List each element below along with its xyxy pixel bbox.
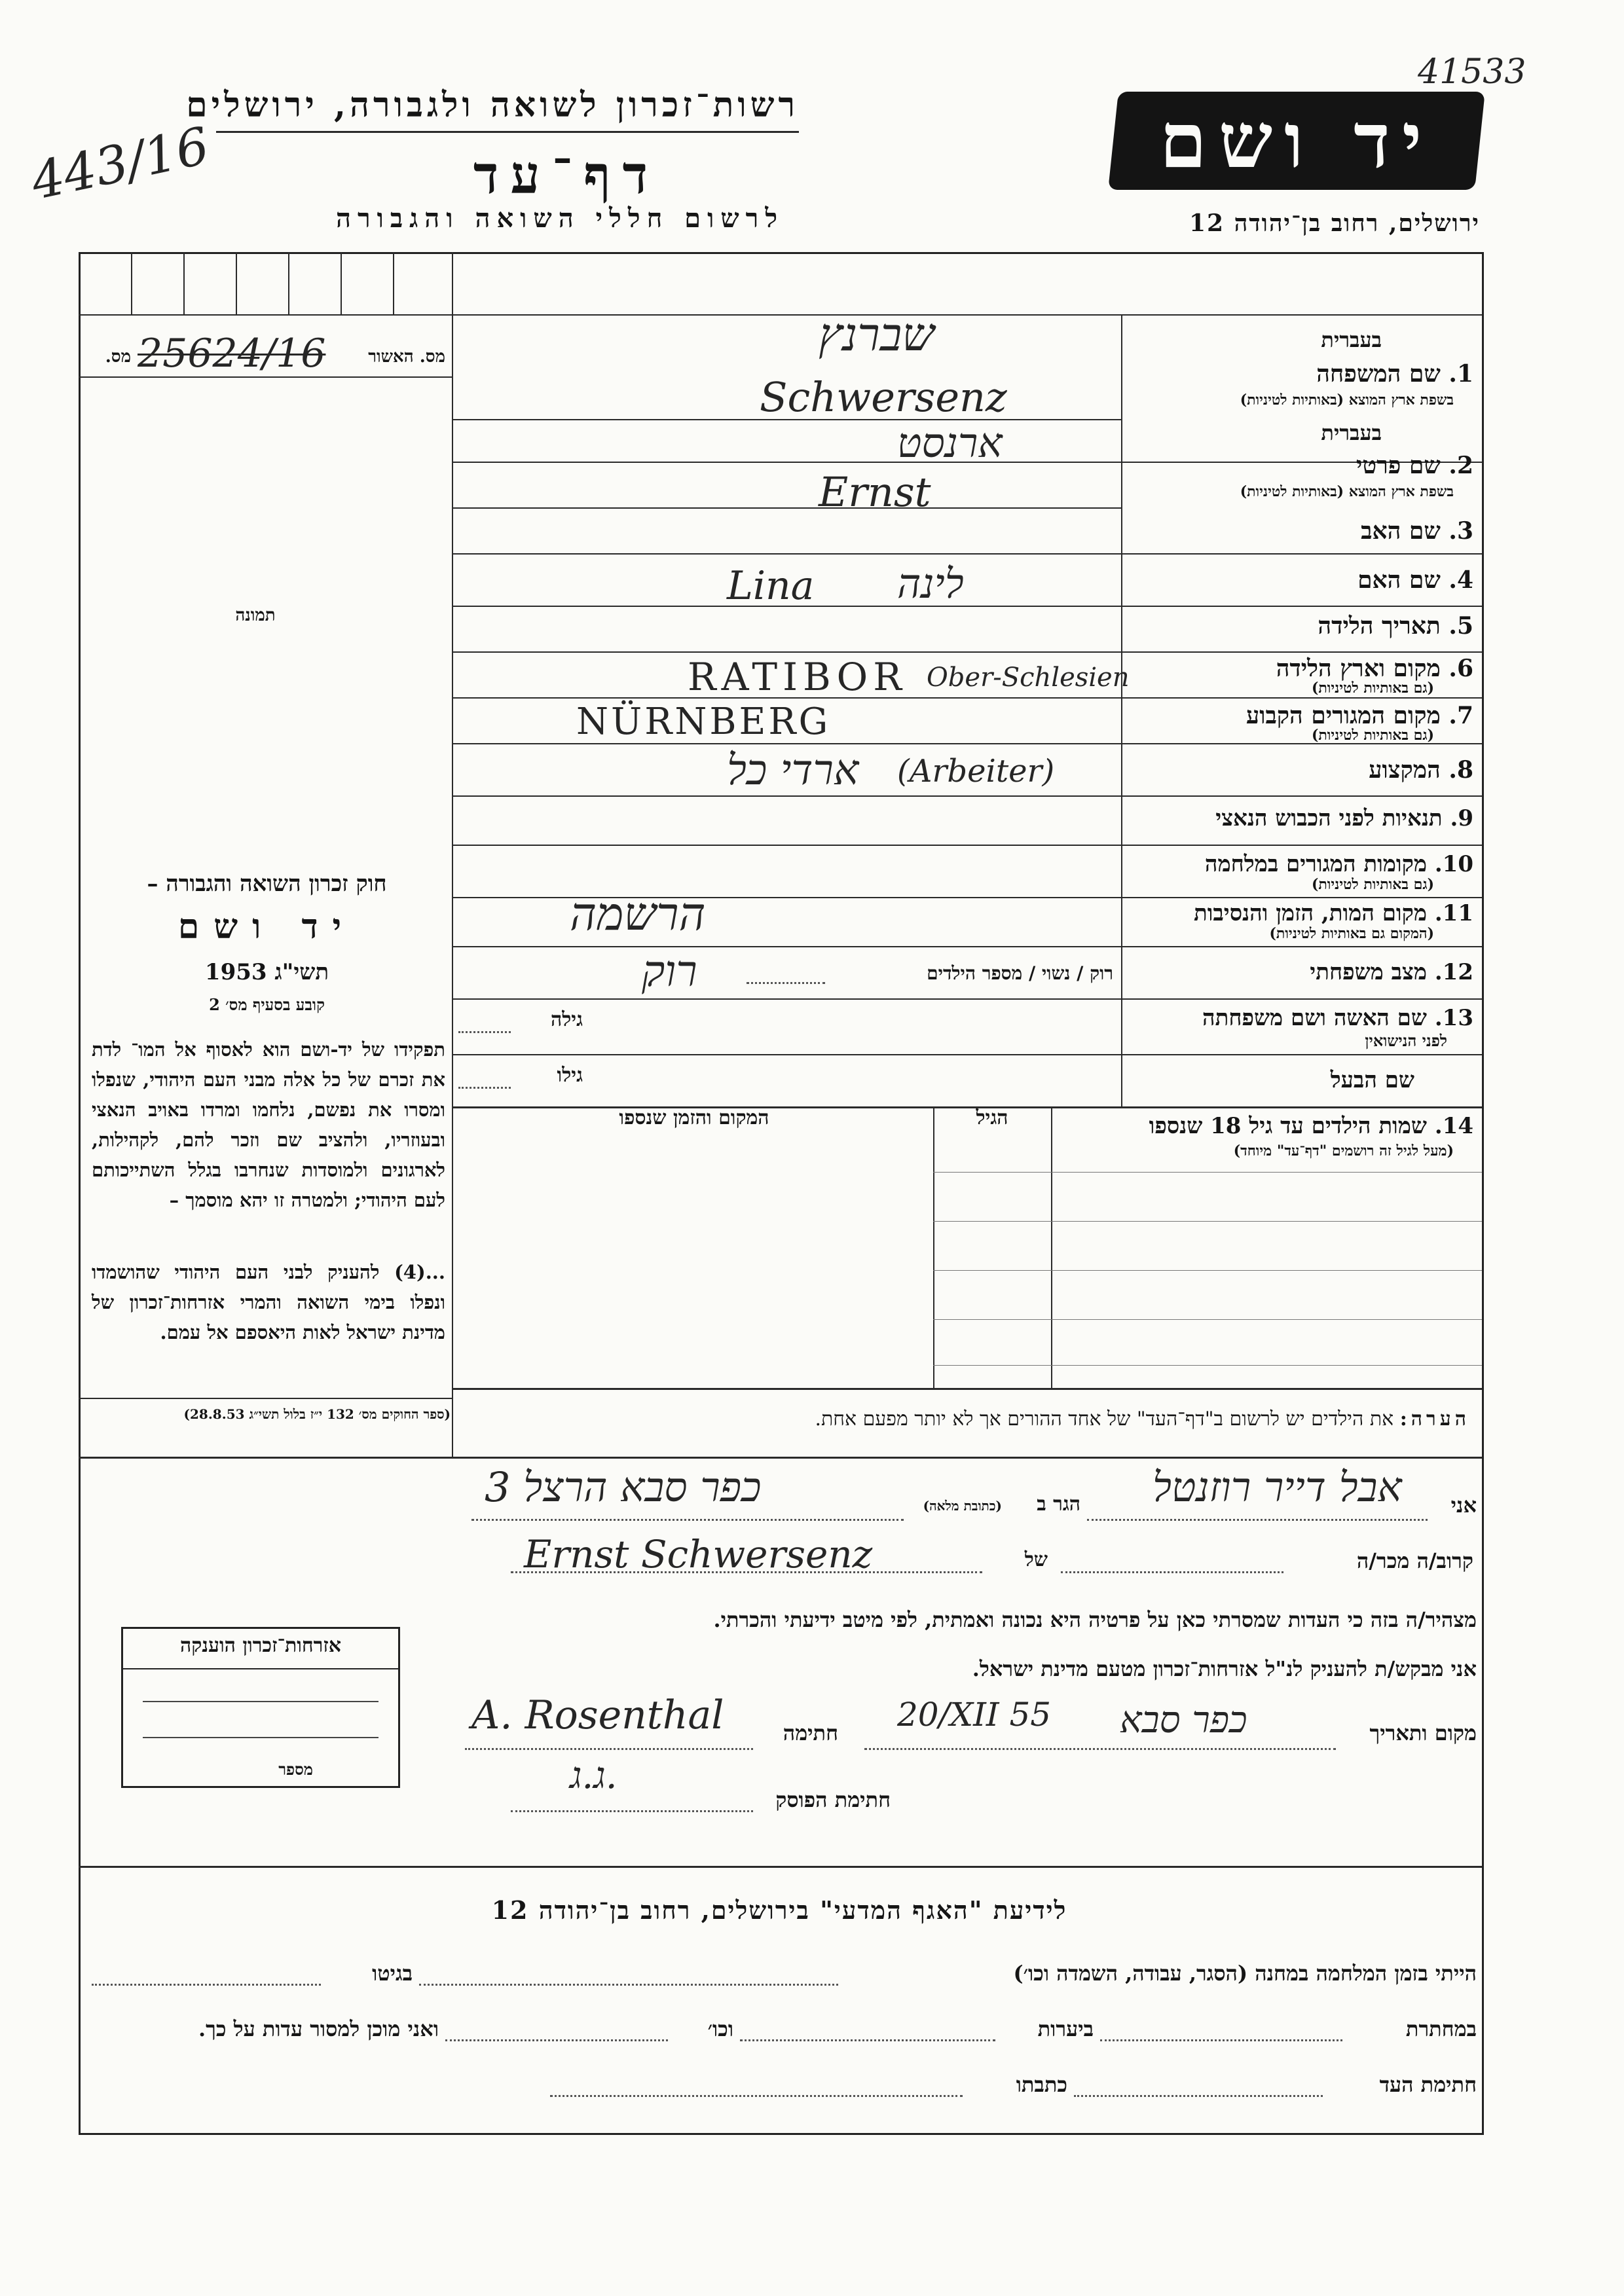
field-6-label — [1133, 655, 1473, 682]
place-value[interactable]: כפר סבא — [1120, 1699, 1247, 1741]
field-2-num: 2. — [1449, 452, 1473, 479]
field-1-text: שם המשפחה — [1316, 360, 1441, 388]
declarant-name-dots — [1087, 1519, 1428, 1521]
approval-number: 25624/16 — [138, 331, 326, 376]
field-11-sub: (המקום גם באותיות לטיניות) — [1269, 925, 1434, 942]
law-text-1: תפקידו של יד-ושם הוא לאסוף אל המו־ לדת את זכרם של כל אלה מבני העם היהודי, שנפלו ומסרו את נפשם, נלחמו ומרדו באויב הנאצי ובעוזריו, ולהציב שם וזכר להם, לקהילות, לארגונים ולמוסדות שנחרבו בגלל השתייכותם לעם היהודי; ולמטרה זו יהא מוסמך – — [92, 1038, 445, 1211]
children-col-place: המקום והזמן שנספו — [619, 1106, 769, 1129]
place-date-label: מקום ותאריך — [1369, 1721, 1477, 1745]
top-strip-box — [131, 252, 132, 314]
law-title: חוק זכרון השואה והגבורה – — [147, 871, 387, 897]
footer-line2-dots-2 — [740, 2039, 995, 2041]
note-bottom-line — [79, 1457, 1482, 1459]
field-2-sub: בשפת ארץ המוצא (באותיות לטיניות) — [1240, 483, 1454, 500]
field-1-lang: בעברית — [1321, 327, 1382, 352]
declarant-address-dots — [471, 1519, 904, 1521]
row-line — [452, 697, 1482, 699]
top-strip-box — [393, 252, 394, 314]
footer-line2-a: במחתרת — [1405, 2016, 1477, 2041]
field-13-age-label: גילה — [550, 1008, 583, 1031]
top-strip-box — [236, 252, 237, 314]
row-line — [452, 845, 1482, 846]
field-9-text: תנאיות לפני הכבוש הנאצי — [1215, 805, 1443, 831]
relation-label: קרוב/ה מכר/ה — [1356, 1548, 1473, 1573]
note — [458, 1408, 1470, 1430]
citizenship-box — [121, 1627, 400, 1788]
field-13-text: שם האשה ושם משפחתה — [1202, 1005, 1427, 1031]
footer-line3-dots-2 — [550, 2095, 963, 2097]
field-12-text: מצב משפחתי — [1310, 959, 1427, 985]
photo-label: תמונה — [235, 606, 276, 625]
row-line — [452, 998, 1482, 1000]
field-10-sub: (גם באותיות לטיניות) — [1311, 876, 1434, 893]
field-6-text: מקום וארץ הלידה — [1276, 655, 1441, 682]
field-10-text: מקומות המגורים במלחמה — [1204, 851, 1427, 877]
field-5-text: תאריך הלידה — [1318, 612, 1441, 640]
logo-text: יד ושם — [1159, 96, 1434, 185]
request: אני מבקש/ת להעניק לנ"ל אזרחות־זכרון מטעם מדינת ישראל. — [972, 1656, 1477, 1681]
field-3-text: שם האב — [1361, 517, 1441, 545]
footer-line2-dots-3 — [445, 2039, 668, 2041]
place-date-dots — [864, 1748, 1336, 1750]
row-line — [452, 795, 1482, 797]
footer-line2-dots-1 — [1100, 2039, 1342, 2041]
official-signature-value[interactable]: ג.ג. — [570, 1755, 618, 1797]
children-age-divider — [933, 1106, 934, 1388]
statement: מצהיר/ה בזה כי העדות שמסרתי כאן על פרטיה היא נכונה ואמתית, לפי מיטב ידיעתי והכרתי. — [713, 1607, 1477, 1632]
field-2-lang: בעברית — [1321, 420, 1382, 445]
authority-underline — [216, 131, 799, 133]
field-7-label — [1133, 702, 1473, 729]
law-text-2: ...(4) להעניק לבני העם היהודי שהושמדו ונפלו בימי השואה והמרי אזרחות־זכרון של מדינת ישראל לאות היאספם אל עמם. — [92, 1261, 445, 1343]
field-13-label — [1133, 1005, 1473, 1031]
field-11-text: מקום המות, הזמן והנסיבות — [1193, 900, 1427, 926]
children-col-age: הגיל — [976, 1106, 1008, 1129]
signature-value[interactable]: A. Rosenthal — [471, 1692, 724, 1738]
field-14-label — [1067, 1113, 1473, 1139]
date-value[interactable]: 20/XII 55 — [897, 1696, 1052, 1734]
field-2-text: שם פרטי — [1356, 452, 1441, 479]
declaration-ani: אני — [1450, 1493, 1477, 1518]
field-11-num: 11. — [1434, 900, 1473, 926]
field-2-latin-value[interactable]: Ernst — [819, 468, 931, 516]
of-dots — [511, 1571, 982, 1573]
footer-line2-d: ואני מוכן למסור עדות על כך. — [198, 2016, 439, 2041]
field-9-num: 9. — [1450, 805, 1473, 831]
field-1-sub: בשפת ארץ המוצא (באותיות לטיניות) — [1240, 392, 1454, 409]
footer-line3-dots-1 — [1074, 2095, 1323, 2097]
husband-age-dots — [458, 1087, 511, 1089]
official-signature-label: חתימת הפוסק — [775, 1787, 891, 1812]
citizenship-box-line — [143, 1737, 378, 1738]
approval-label: מס. האשור — [368, 347, 445, 367]
footer-line3-b: כתבתו — [1016, 2072, 1067, 2097]
note-label: הערה: — [1399, 1408, 1470, 1430]
field-4-latin-value[interactable]: Lina — [727, 563, 815, 609]
note-text: את הילדים יש לרשום ב"דף־העד" של אחד ההורים אך לא יותר מפעם אחת. — [815, 1408, 1394, 1430]
field-13-num: 13. — [1434, 1005, 1473, 1031]
address-hint: (כתובת מלאה) — [923, 1498, 1002, 1514]
address: ירושלים, רחוב בן־יהודה 12 — [1189, 210, 1480, 237]
children-row-line — [933, 1270, 1482, 1271]
citizenship-box-num: מספר — [278, 1760, 313, 1779]
approval-prefix: מס. — [105, 347, 131, 367]
row-line — [452, 507, 1121, 509]
field-2-hebrew-value[interactable]: ארנסט — [897, 419, 1003, 467]
footer-line1-dots — [419, 1984, 838, 1986]
field-1-label — [1133, 360, 1473, 388]
row-line — [452, 553, 1482, 555]
field-4-text: שם האם — [1357, 566, 1441, 594]
field-3-label — [1133, 517, 1473, 545]
field-13-sub: לפני הנישואין — [1365, 1031, 1447, 1050]
field-14-sub: (מעל לגיל זה רושמים "דף־עד" מיוחד) — [1233, 1142, 1454, 1159]
field-6-num: 6. — [1449, 655, 1473, 682]
field-1-hebrew-value[interactable]: שברנץ — [819, 308, 934, 361]
of-value[interactable]: Ernst Schwersenz — [524, 1532, 873, 1576]
field-8-label — [1133, 756, 1473, 784]
relation-dots — [1061, 1571, 1283, 1573]
footer-line2-c: וכו׳ — [707, 2016, 733, 2041]
label-divider — [1121, 314, 1122, 1106]
of-label: של — [1024, 1548, 1048, 1571]
declarant-name[interactable]: אבל דייר רוזנטל — [1153, 1463, 1402, 1511]
top-strip-box — [183, 252, 185, 314]
field-1-latin-value[interactable]: Schwersenz — [760, 373, 1007, 421]
footer-line1-a: הייתי בזמן המלחמה במחנה (הסגר, עבודה, השמדה וכו׳) — [1013, 1961, 1477, 1986]
row-line — [452, 606, 1482, 607]
field-12-label — [1133, 959, 1473, 985]
yad-vashem-logo — [1108, 92, 1485, 190]
field-14-text: שמות הילדים עד גיל 18 שנספו — [1149, 1113, 1427, 1139]
field-11-value[interactable]: הרשמה — [570, 887, 706, 941]
sidebar-source-line — [79, 1398, 453, 1399]
field-4-num: 4. — [1449, 566, 1473, 594]
signature-label: חתימה — [783, 1721, 838, 1745]
field-5-label — [1133, 612, 1473, 640]
corner-number: 41533 — [1418, 52, 1526, 92]
authority-line: רשות־זכרון לשואה ולגבורה, ירושלים — [186, 85, 799, 125]
citizenship-box-title: אזרחות־זכרון הוענקה — [123, 1629, 398, 1669]
children-row-line — [933, 1319, 1482, 1320]
field-12-value[interactable]: רוק — [642, 946, 697, 996]
field-7-text: מקום המגורים הקבוע — [1246, 702, 1441, 729]
field-8-text: המקצוע — [1369, 756, 1441, 784]
field-12-dots — [747, 982, 825, 984]
row-line — [452, 651, 1482, 653]
field-4-hebrew-value[interactable]: לינה — [897, 560, 964, 608]
approval-line — [79, 376, 453, 378]
signature-dots — [465, 1748, 753, 1750]
law-year: תשי"ג 1953 — [204, 959, 329, 985]
resides-label: הגר ב — [1037, 1493, 1080, 1516]
law-name: יד ושם — [177, 907, 356, 947]
children-place-divider — [1051, 1106, 1052, 1388]
field-13-age-dots — [458, 1031, 511, 1033]
field-3-num: 3. — [1449, 517, 1473, 545]
field-8-latin-value[interactable]: (Arbeiter) — [897, 753, 1055, 790]
field-6-value[interactable]: RATIBOR — [688, 655, 907, 699]
footer-top-line — [79, 1866, 1482, 1868]
margin-note: 443/16 — [26, 116, 215, 212]
children-table-bottom — [452, 1388, 1482, 1390]
law-source: (ספר החוקים מס׳ 132 י״ז בלול תשי״ג 28.8.53) — [183, 1406, 451, 1422]
form-subtitle: לרשום חללי השואה והגבורה — [335, 203, 784, 234]
children-row-line — [933, 1365, 1482, 1366]
field-9-label — [1133, 805, 1473, 831]
footer-line1-b: בגיטו — [372, 1961, 413, 1986]
field-10-label — [1133, 851, 1473, 877]
field-7-sub: (גם באותיות לטיניות) — [1311, 727, 1434, 744]
sidebar-divider — [452, 252, 453, 1458]
row-line — [452, 946, 1482, 947]
field-6-sub: (גם באותיות לטיניות) — [1311, 680, 1434, 697]
row-line — [452, 1054, 1482, 1055]
field-8-value[interactable]: ארדי כל — [727, 746, 859, 795]
field-12-sub: רוק / נשוי / מספר הילדים — [927, 962, 1113, 984]
field-14-num: 14. — [1434, 1113, 1473, 1139]
field-5-num: 5. — [1449, 612, 1473, 640]
husband-label: שם הבעל — [1330, 1067, 1414, 1093]
field-11-label — [1133, 900, 1473, 926]
form-title: דף־עד — [473, 144, 660, 206]
footer-title: לידיעת "האגף המדעי" בירושלים, רחוב בן־יהודה 12 — [491, 1895, 1067, 1925]
field-1-num: 1. — [1449, 360, 1473, 388]
law-clause: קובע בסעיף מס׳ 2 — [209, 995, 325, 1014]
children-row-line — [933, 1221, 1482, 1222]
top-strip-box — [341, 252, 342, 314]
field-7-value[interactable]: NÜRNBERG — [576, 701, 831, 743]
field-10-num: 10. — [1434, 851, 1473, 877]
footer-line1-end-dots — [92, 1984, 321, 1986]
field-4-label — [1133, 566, 1473, 594]
field-12-num: 12. — [1434, 959, 1473, 985]
declarant-address[interactable]: כפר סבא הרצל 3 — [485, 1463, 762, 1511]
field-6-region[interactable]: Ober-Schlesien — [927, 663, 1130, 693]
husband-age-label: גילו — [557, 1064, 583, 1087]
field-7-num: 7. — [1449, 702, 1473, 729]
top-strip-bottom — [79, 314, 1482, 316]
field-8-num: 8. — [1449, 756, 1473, 784]
citizenship-box-line — [143, 1701, 378, 1702]
children-row-line — [933, 1172, 1482, 1173]
top-strip-box — [288, 252, 289, 314]
footer-line2-b: ביערות — [1037, 2016, 1094, 2041]
field-2-label — [1133, 452, 1473, 479]
official-signature-dots — [511, 1810, 753, 1812]
footer-line3-a: חתימת העד — [1379, 2072, 1477, 2097]
